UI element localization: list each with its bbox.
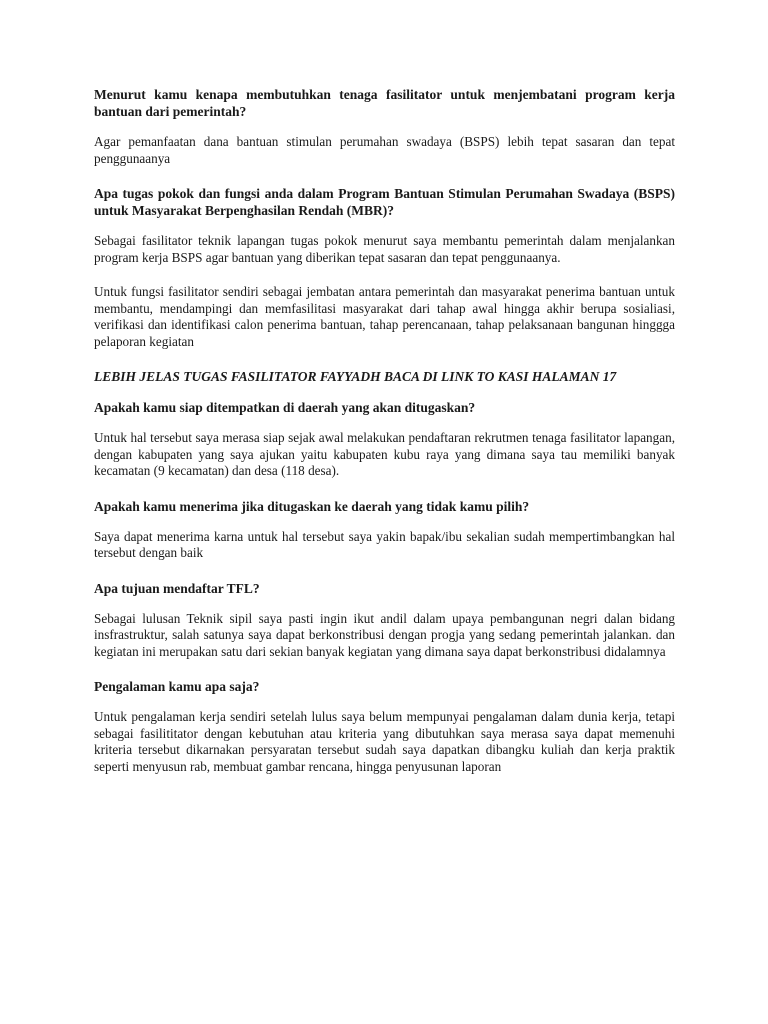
answer-2-paragraph-1: Sebagai fasilitator teknik lapangan tugas pokok menurut saya membantu pemerintah dalam menjalankan program kerja BSPS agar bantuan yang diberikan tepat sasaran dan tepat penggunaanya. [94,233,675,265]
question-2: Apa tugas pokok dan fungsi anda dalam Program Bantuan Stimulan Perumahan Swadaya (BSPS) untuk Masyarakat Berpenghasilan Rendah (MBR)? [94,186,675,218]
question-6: Pengalaman kamu apa saja? [94,679,260,694]
answer-3: Untuk hal tersebut saya merasa siap sejak awal melakukan pendaftaran rekrutmen tenaga fasilitator lapangan, dengan kabupaten yang saya ajukan yaitu kabupaten kubu raya yang dimana saya tau memiliki banyak kecamatan (9 kecamatan) dan desa (118 desa). [94,430,675,478]
document-page [94,86,675,793]
answer-6: Untuk pengalaman kerja sendiri setelah lulus saya belum mempunyai pengalaman dalam dunia kerja, tetapi sebagai fasilititator dengan kebutuhan atau kriteria yang dibutuhkan saya merasa saya dapat memenuhi kriteria tersebut dikarnakan persyaratan tersebut sudah saya dapatkan dibangku kuliah dan kerja praktik seperti menyusun rab, membuat gambar rencana, hingga penyusunan laporan [94,709,675,774]
question-4: Apakah kamu menerima jika ditugaskan ke daerah yang tidak kamu pilih? [94,498,530,514]
question-1: Menurut kamu kenapa membutuhkan tenaga fasilitator untuk menjembatani program kerja bantuan dari pemerintah? [94,87,675,119]
answer-5: Sebagai lulusan Teknik sipil saya pasti ingin ikut andil dalam upaya pembangunan negri dalan bidang insfrastruktur, salah satunya saya dapat berkonstribusi dengan progja yang sedang pemerintah jalankan. dan kegiatan ini merupakan satu dari sekian banyak kegiatan yang dimana saya dapat berkonstribusi didalamnya [94,610,675,659]
highlight-note: LEBIH JELAS TUGAS FASILITATOR FAYYADH BACA DI LINK TO KASI HALAMAN 17 [94,369,617,384]
answer-4: Saya dapat menerima karna untuk hal tersebut saya yakin bapak/ibu sekalian sudah mempertimbangkan hal tersebut dengan baik [94,528,675,560]
question-3: Apakah kamu siap ditempatkan di daerah yang akan ditugaskan? [94,400,476,415]
question-5: Apa tujuan mendaftar TFL? [94,580,260,596]
answer-2-paragraph-2: Untuk fungsi fasilitator sendiri sebagai jembatan antara pemerintah dan masyarakat penerima bantuan untuk membantu, mendampingi dan memfasilitasi masyarakat dari tahap awal hingga akhir berupa sosialiasi, verifikasi dan identifikasi calon penerima bantuan, tahap perencanaan, tahap pelaksanaan bangunan hinggga pelaporan kegiatan [94,284,675,349]
answer-1: Agar pemanfaatan dana bantuan stimulan perumahan swadaya (BSPS) lebih tepat sasaran dan tepat penggunaanya [94,134,675,166]
